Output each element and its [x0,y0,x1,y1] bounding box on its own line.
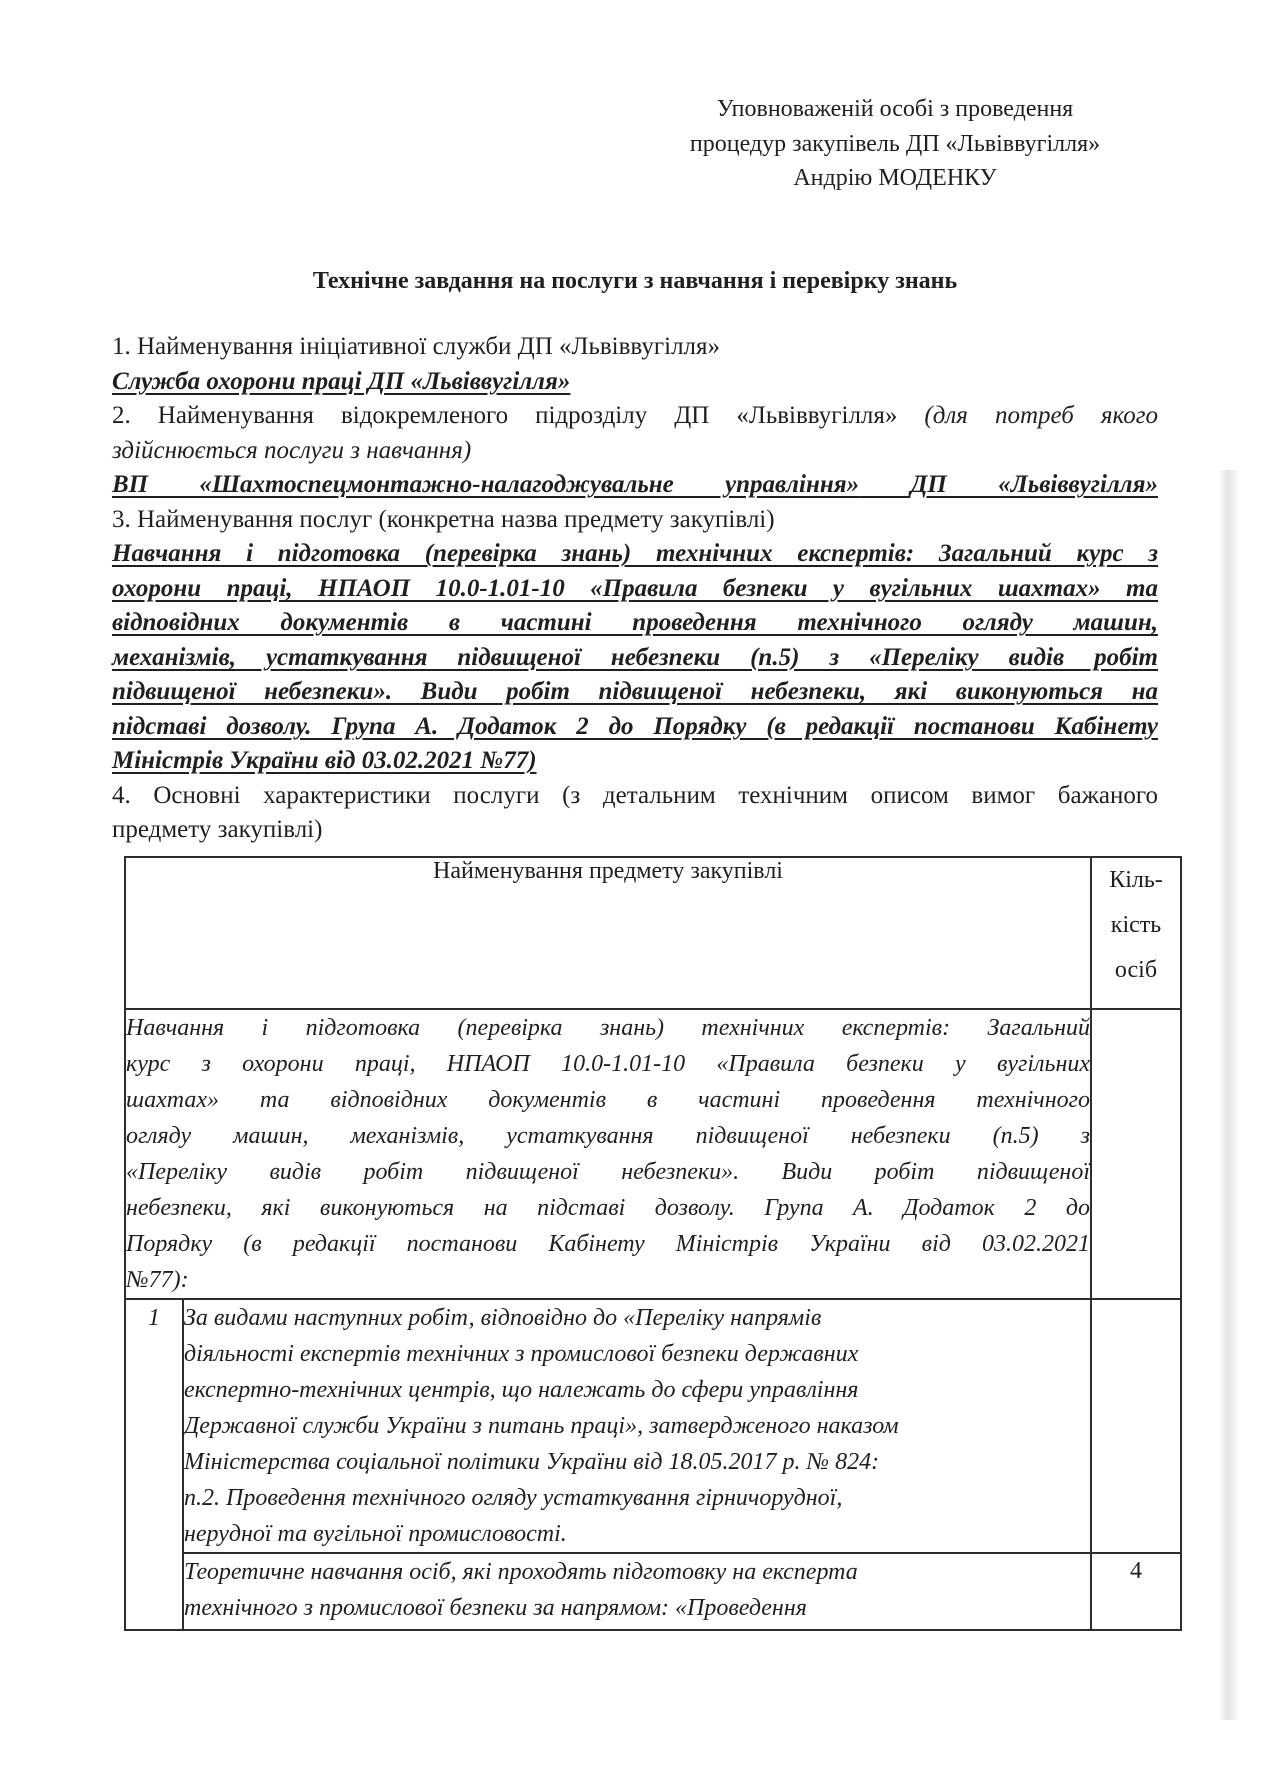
document-title: Технічне завдання на послуги з навчання і перевірку знань [312,268,958,294]
table-row-intro [125,1009,1181,1299]
addressee-block [615,92,1175,196]
item-4-label [112,779,1158,848]
item-2-note-part2: здійснюється послуги з навчання) [112,436,472,464]
procurement-table [124,856,1182,1631]
item-2-value-org: ДП «Львіввугілля» [910,471,1158,498]
addressee-line-2: процедур закупівель ДП «Львіввугілля» [689,130,1101,157]
procurement-table-container [124,856,1182,1631]
row-2-qty: 4 [1091,1553,1181,1630]
table-row-2 [125,1553,1181,1630]
qty-header-line-3: осіб [1114,957,1158,983]
item-4-label-line1: 4. Основні характеристики послуги (з детальним технічним описом вимог бажаного [112,781,1158,809]
scan-edge-shadow [1220,470,1238,1720]
table-row-1 [125,1299,1181,1553]
qty-header-line-2: кість [1110,912,1162,938]
item-2-value-unit: ВП «Шахтоспецмонтажно-налагоджувальне управління» [112,471,860,498]
table-header-qty [1091,857,1181,1009]
addressee-line-1: Уповноваженій особі з проведення [716,96,1074,122]
item-3-value: Навчання і підготовка (перевірка знань) технічних експертів: Загальний курс з охорони праці, НПАОП 10.0-1.01-10 «Правила безпеки у вугільних шахтах» та відповідних документів в частині проведення технічного огляду машин, механізмів, устаткування підвищеної небезпеки (п.5) з «Переліку видів робіт підвищеної небезпеки». Види робіт підвищеної небезпеки, які виконуються на підставі дозволу. Група А. Додаток 2 до Порядку (в редакції постанови Кабінету Міністрів України від 03.02.2021 №77) [112,540,1158,774]
item-1-value: Служба охорони праці ДП «Львіввугілля» [112,367,571,395]
intro-row-text: Навчання і підготовка (перевірка знань) технічних експертів: Загальний курс з охорони праці, НПАОП 10.0-1.01-10 «Правила безпеки у вугільних шахтах» та відповідних документів в частині проведення технічного огляду машин, механізмів, устаткування підвищеної небезпеки (п.5) з «Переліку видів робіт підвищеної небезпеки». Види робіт підвищеної небезпеки, які виконуються на підставі дозволу. Група А. Додаток 2 до Порядку (в редакції постанови Кабінету Міністрів України від 03.02.2021 №77): [125,1009,1091,1299]
row-1-text: За видами наступних робіт, відповідно до «Переліку напрямів діяльності експертів технічних з промислової безпеки державних експертно-технічних центрів, що належать до сфери управління Державної служби України з питань праці», затвердженого наказом Міністерства соціальної політики України від 18.05.2017 р. № 824: п.2. Проведення технічного огляду устаткування гірничорудної, нерудної та вугільної промисловості. [183,1299,1091,1553]
item-1-label: 1. Найменування ініціативної служби ДП «Львіввугілля» [112,333,721,360]
item-2-label-text: 2. Найменування відокремленого підрозділу ДП «Львіввугілля» [112,402,925,429]
item-2-label [112,399,1158,468]
row-1-number: 1 [125,1299,183,1630]
document-body [112,330,1158,848]
table-header-row [125,857,1181,1009]
addressee-line-3: Андрію МОДЕНКУ [793,165,997,191]
qty-header-line-1: Кіль- [1109,867,1163,893]
item-2-value [112,468,1158,503]
row-2-text: Теоретичне навчання осіб, які проходять підготовку на експерта технічного з промислової безпеки за напрямом: «Проведення [183,1553,1091,1630]
intro-row-qty [1091,1009,1181,1299]
item-4-label-line2: предмету закупівлі) [112,816,323,843]
item-2-note-part1: (для потреб якого [924,402,1158,429]
item-3-label: 3. Найменування послуг (конкретна назва предмету закупівлі) [112,505,775,533]
table-header-name: Найменування предмету закупівлі [125,857,1091,1009]
row-1-qty [1091,1299,1181,1553]
